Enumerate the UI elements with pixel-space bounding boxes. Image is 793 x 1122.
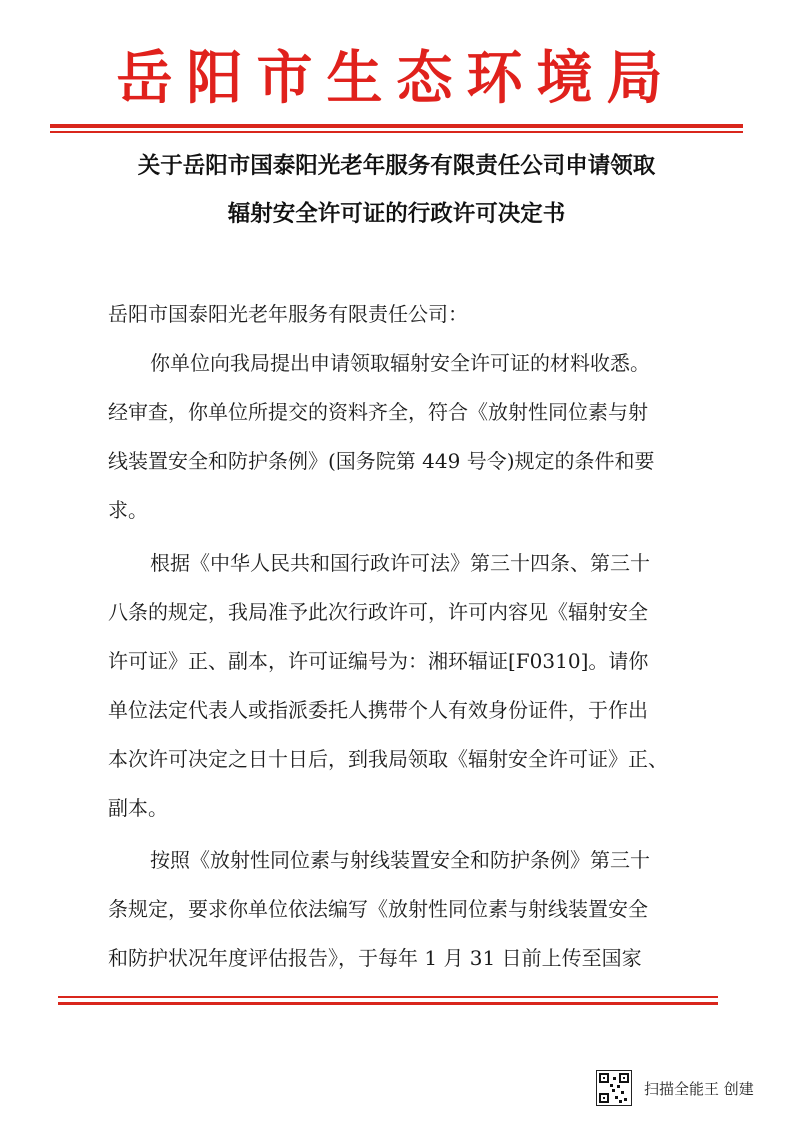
paragraph-line: 和防护状况年度评估报告》，于每年 1 月 31 日前上传至国家 xyxy=(108,946,642,970)
paragraph-line: 经审查，你单位所提交的资料齐全，符合《放射性同位素与射 xyxy=(108,400,648,424)
footer-rule-thin xyxy=(58,996,718,998)
letterhead-rule-thin xyxy=(50,131,743,133)
letterhead xyxy=(50,38,743,120)
paragraph-line: 线装置安全和防护条例》(国务院第 449 号令)规定的条件和要 xyxy=(108,449,655,473)
paragraph-line: 许可证》正、副本，许可证编号为：湘环辐证[F0310]。请你 xyxy=(108,649,649,673)
paragraph-line: 条规定，要求你单位依法编写《放射性同位素与射线装置安全 xyxy=(108,897,648,921)
qr-code-icon xyxy=(596,1070,632,1106)
paragraph-2 xyxy=(108,539,688,833)
paragraph-line: 八条的规定，我局准予此次行政许可，许可内容见《辐射安全 xyxy=(108,600,648,624)
paragraph-3 xyxy=(108,836,688,983)
document-title-line-1: 关于岳阳市国泰阳光老年服务有限责任公司申请领取 xyxy=(137,153,656,179)
paragraph-line: 单位法定代表人或指派委托人携带个人有效身份证件，于作出 xyxy=(108,698,648,722)
paragraph-line: 求。 xyxy=(108,498,148,522)
letterhead-rule-thick xyxy=(50,124,743,128)
document-title-line-2: 辐射安全许可证的行政许可决定书 xyxy=(227,201,566,227)
paragraph-line: 按照《放射性同位素与射线装置安全和防护条例》第三十 xyxy=(150,848,650,872)
scanner-text: 扫描全能王 创建 xyxy=(644,1079,754,1098)
paragraph-1 xyxy=(108,339,688,535)
org-name: 岳阳市生态环境局 xyxy=(116,45,677,112)
paragraph-line: 你单位向我局提出申请领取辐射安全许可证的材料收悉。 xyxy=(150,351,650,375)
footer-rule-thick xyxy=(58,1002,718,1005)
paragraph-line: 副本。 xyxy=(108,796,168,820)
salutation: 岳阳市国泰阳光老年服务有限责任公司： xyxy=(108,302,468,326)
paragraph-line: 本次许可决定之日十日后，到我局领取《辐射安全许可证》正、 xyxy=(108,747,668,771)
paragraph-line: 根据《中华人民共和国行政许可法》第三十四条、第三十 xyxy=(150,551,650,575)
scanner-watermark xyxy=(596,1068,754,1108)
